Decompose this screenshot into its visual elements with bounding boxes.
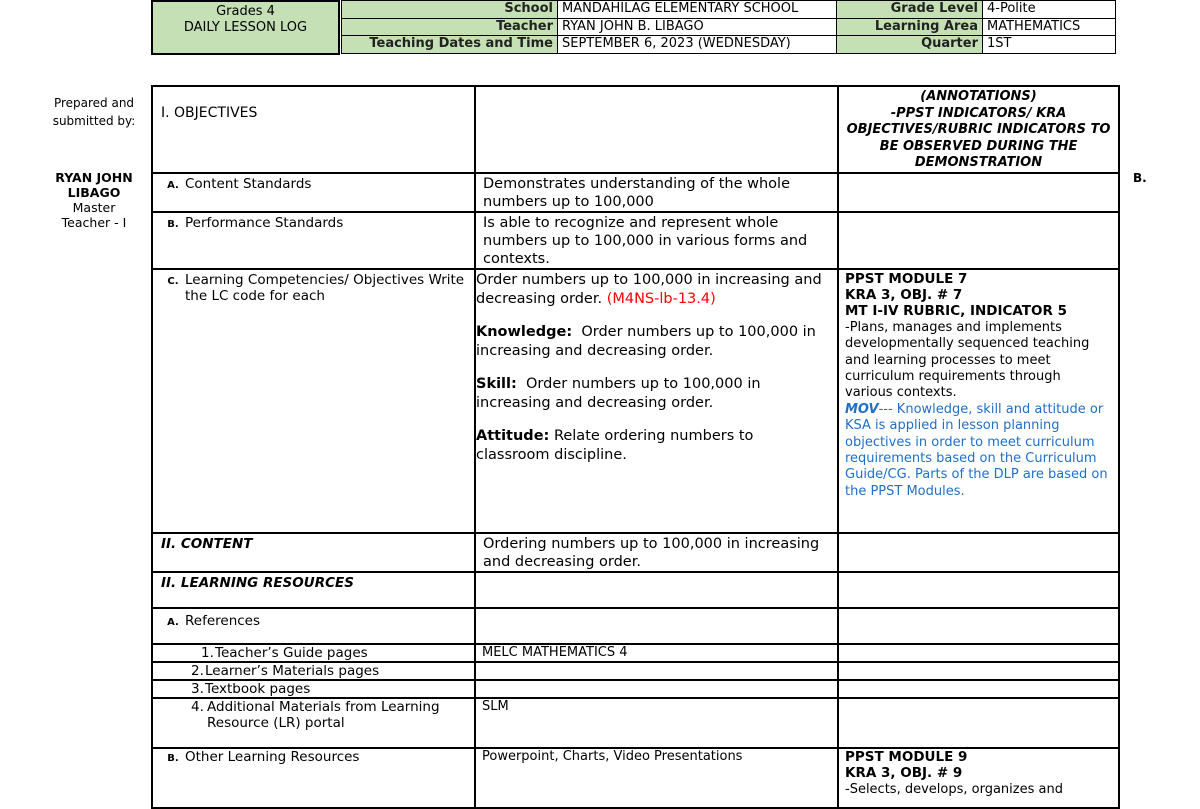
form-title-log: DAILY LESSON LOG <box>183 20 308 35</box>
resource-row <box>152 644 1119 662</box>
resource-num: 3. <box>191 680 204 697</box>
resource-annotation <box>838 698 1119 748</box>
learning-resources-empty <box>475 572 838 608</box>
learning-competencies-letter: C. <box>167 275 179 287</box>
mov-label: MOV <box>845 401 879 417</box>
grade-level-value: 4-Polite <box>983 1 1116 19</box>
content-standards-value: Demonstrates understanding of the whole numbers up to 100,000 <box>475 173 838 212</box>
teaching-dates-label: Teaching Dates and Time <box>342 36 558 54</box>
lc-objective-text: Order numbers up to 100,000 in increasing and decreasing order. <box>476 271 822 307</box>
mov-text: --- Knowledge, skill and attitude or KSA is applied in lesson planning objectives in order to meet curriculum requirements based on the Curriculum Guide/CG. Parts of the DLP are based on the PPST Modules. <box>845 401 1108 499</box>
lc-code: (M4NS-lb-13.4) <box>606 291 716 307</box>
objectives-empty <box>475 86 838 173</box>
learning-resources-heading: II. LEARNING RESOURCES <box>152 572 475 608</box>
attitude-value: Relate ordering numbers to classroom discipline. <box>476 427 754 463</box>
resource-label: Additional Materials from Learning Resource (LR) portal <box>207 698 440 731</box>
resource-row <box>152 662 1119 680</box>
teacher-value: RYAN JOHN B. LIBAGO <box>558 18 837 36</box>
performance-standards-value: Is able to recognize and represent whole numbers up to 100,000 in various forms and contexts. <box>475 212 838 269</box>
performance-standards-annotation <box>838 212 1119 269</box>
learning-competencies-label: Learning Competencies/ Objectives Write the LC code for each <box>185 271 465 304</box>
resource-value: MELC MATHEMATICS 4 <box>475 644 838 662</box>
preparer-signature <box>44 170 144 230</box>
form-title <box>151 0 340 55</box>
ppst-kra: KRA 3, OBJ. # 7 <box>845 286 963 303</box>
resource-value <box>475 662 838 680</box>
quarter-value: 1ST <box>983 36 1116 54</box>
header-info-table <box>341 0 1116 54</box>
school-value: MANDAHILAG ELEMENTARY SCHOOL <box>558 1 837 19</box>
resource-annotation <box>838 644 1119 662</box>
quarter-label: Quarter <box>837 36 983 54</box>
objectives-row <box>152 86 1119 173</box>
resource-label-cell <box>152 662 475 680</box>
preparer-name-1: RYAN JOHN <box>55 170 133 185</box>
resource-label-cell <box>152 698 475 748</box>
content-standards-row <box>152 173 1119 212</box>
resource-value <box>475 680 838 698</box>
prepared-line-1: Prepared and <box>53 96 135 110</box>
content-standards-letter: A. <box>167 179 179 191</box>
skill-label: Skill: <box>476 375 517 392</box>
content-row <box>152 533 1119 572</box>
annotations-header <box>838 86 1119 173</box>
resource-label-cell <box>152 644 475 662</box>
ppst-module: PPST MODULE 7 <box>845 270 968 287</box>
resource-label: Textbook pages <box>205 680 311 697</box>
other-resources-row <box>152 748 1119 808</box>
teacher-label: Teacher <box>342 18 558 36</box>
objectives-heading: I. OBJECTIVES <box>152 86 475 173</box>
resource-label: Teacher’s Guide pages <box>215 644 368 661</box>
other-ppst-kra: KRA 3, OBJ. # 9 <box>845 765 963 782</box>
learning-resources-annotation <box>838 572 1119 608</box>
content-standards-cell <box>152 173 475 212</box>
performance-standards-letter: B. <box>167 218 179 230</box>
other-resources-label: Other Learning Resources <box>185 748 360 765</box>
references-row <box>152 608 1119 644</box>
performance-standards-cell <box>152 212 475 269</box>
resource-annotation <box>838 680 1119 698</box>
ppst-rubric: MT I-IV RUBRIC, INDICATOR 5 <box>845 303 1067 320</box>
attitude-label: Attitude: <box>476 427 550 444</box>
ppst-description: -Plans, manages and implements developmentally sequenced teaching and learning processes to meet curriculum requirements through various contexts. <box>845 319 1090 401</box>
other-ppst-module: PPST MODULE 9 <box>845 748 968 765</box>
other-resources-value: Powerpoint, Charts, Video Presentations <box>475 748 838 808</box>
resource-row <box>152 680 1119 698</box>
learning-competencies-row <box>152 269 1119 533</box>
learning-area-value: MATHEMATICS <box>983 18 1116 36</box>
other-ppst-description: -Selects, develops, organizes and <box>845 781 1063 797</box>
annotations-text: (ANNOTATIONS) -PPST INDICATORS/ KRA OBJECTIVES/RUBRIC INDICATORS TO BE OBSERVED DURING THE DEMONSTRATION <box>846 89 1111 170</box>
form-title-grade: Grades 4 <box>216 4 275 19</box>
teaching-dates-value: SEPTEMBER 6, 2023 (WEDNESDAY) <box>558 36 837 54</box>
other-resources-cell <box>152 748 475 808</box>
references-annotation <box>838 608 1119 644</box>
preparer-role-1: Master <box>72 200 116 215</box>
references-cell <box>152 608 475 644</box>
learning-resources-row <box>152 572 1119 608</box>
performance-standards-label: Performance Standards <box>185 214 344 231</box>
knowledge-value: Order numbers up to 100,000 in increasing and decreasing order. <box>476 323 816 359</box>
resource-label: Learner’s Materials pages <box>205 662 380 679</box>
content-value: Ordering numbers up to 100,000 in increasing and decreasing order. <box>475 533 838 572</box>
prepared-line-2: submitted by: <box>52 114 136 128</box>
resource-num: 1. <box>201 644 214 661</box>
learning-area-label: Learning Area <box>837 18 983 36</box>
school-label: School <box>342 1 558 19</box>
resource-row <box>152 698 1119 748</box>
content-heading: II. CONTENT <box>152 533 475 572</box>
learning-competencies-value <box>475 269 838 533</box>
other-resources-annotation <box>838 748 1119 808</box>
preparer-role-2: Teacher - I <box>61 215 127 230</box>
right-margin-marker: B. <box>1133 171 1147 185</box>
references-value <box>475 608 838 644</box>
knowledge-label: Knowledge: <box>476 323 573 340</box>
content-annotation <box>838 533 1119 572</box>
other-resources-letter: B. <box>167 752 179 764</box>
content-standards-annotation <box>838 173 1119 212</box>
learning-competencies-cell <box>152 269 475 533</box>
resource-num: 4. <box>191 698 204 715</box>
resource-num: 2. <box>191 662 204 679</box>
prepared-by-label <box>50 94 138 130</box>
references-label: References <box>185 612 261 629</box>
lesson-log-table <box>151 85 1120 809</box>
references-letter: A. <box>167 616 179 628</box>
skill-value: Order numbers up to 100,000 in increasing and decreasing order. <box>476 375 761 411</box>
resource-value: SLM <box>475 698 838 748</box>
performance-standards-row <box>152 212 1119 269</box>
resource-annotation <box>838 662 1119 680</box>
grade-level-label: Grade Level <box>837 1 983 19</box>
ppst-annotation <box>838 269 1119 533</box>
resource-label-cell <box>152 680 475 698</box>
content-standards-label: Content Standards <box>185 175 312 192</box>
preparer-name-2: LIBAGO <box>67 185 121 200</box>
